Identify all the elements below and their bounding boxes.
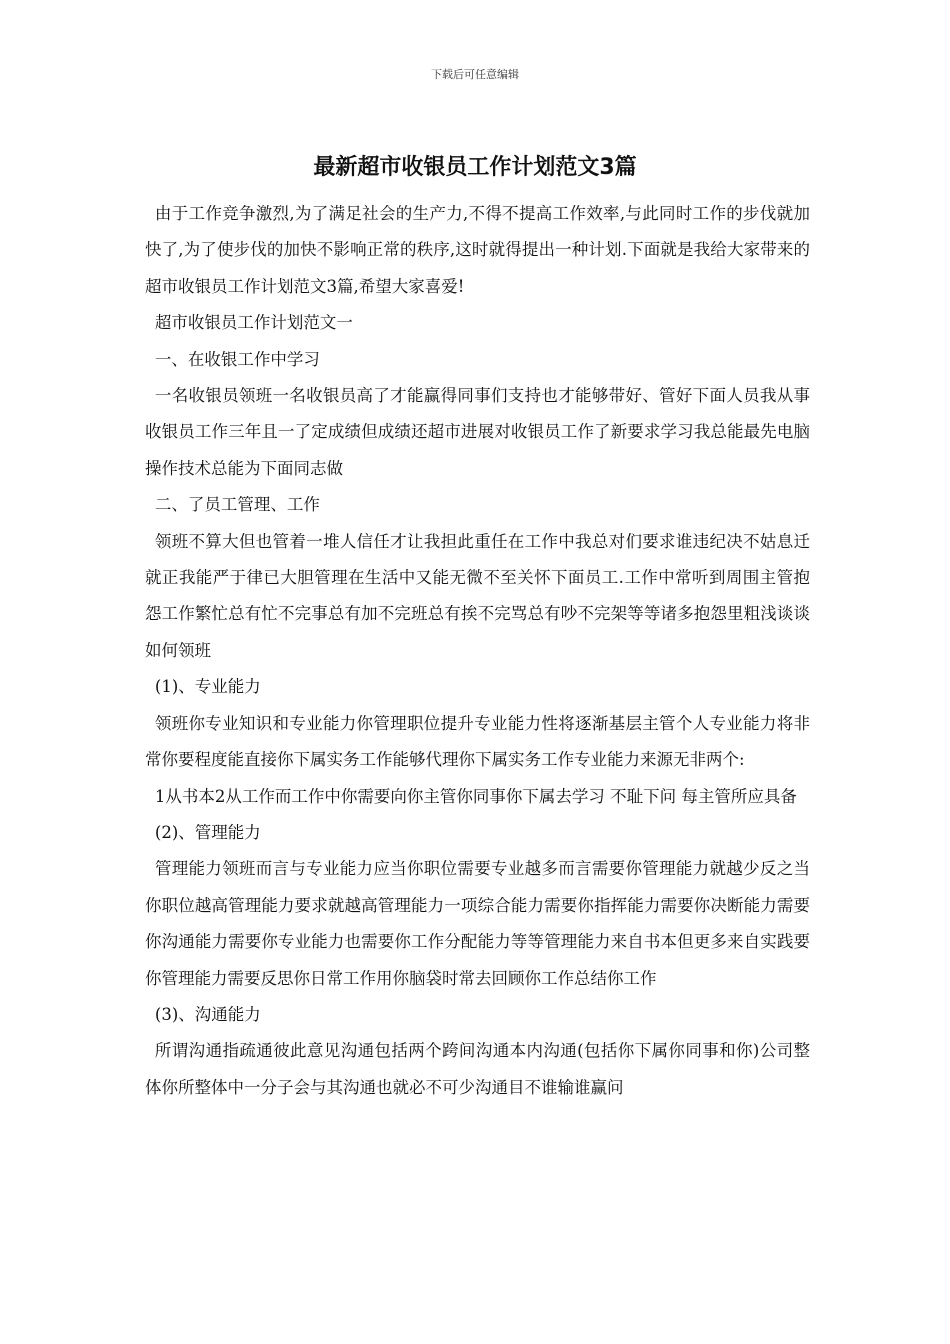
header-note: 下载后可任意编辑 xyxy=(431,68,519,81)
paragraph: 管理能力领班而言与专业能力应当你职位需要专业越多而言需要你管理能力就越少反之当你职位越高管理能力要求就越高管理能力一项综合能力需要你指挥能力需要你决断能力需要你沟通能力需要你专业能力也需要你工作分配能力等等管理能力来自书本但更多来自实践要你管理能力需要反思你日常工作用你脑袋时常去回顾你工作总结你工作 xyxy=(145,859,810,988)
paragraph: 领班你专业知识和专业能力你管理职位提升专业能力性将逐渐基层主管个人专业能力将非常你要程度能直接你下属实务工作能够代理你下属实务工作专业能力来源无非两个: xyxy=(145,713,810,770)
subheading: (2)、管理能力 xyxy=(154,822,261,842)
paragraph: 所谓沟通指疏通彼此意见沟通包括两个跨间沟通本内沟通(包括你下属你同事和你)公司整体你所整体中一分子会与其沟通也就必不可少沟通目不谁输谁赢问 xyxy=(145,1041,810,1097)
subheading: (3)、沟通能力 xyxy=(154,1004,261,1024)
paragraph: 一名收银员领班一名收银员高了才能赢得同事们支持也才能够带好、管好下面人员我从事收银员工作三年且一了定成绩但成绩还超市进展对收银员工作了新要求学习我总能最先电脑操作技术总能为下面同志做 xyxy=(145,386,810,478)
paragraph: 领班不算大但也管着一堆人信任才让我担此重任在工作中我总对们要求谁违纪决不姑息迁就正我能严于律已大胆管理在生活中又能无微不至关怀下面员工.工作中常听到周围主管抱怨工作繁忙总有忙不完事总有加不完班总有挨不完骂总有吵不完架等等诸多抱怨里粗浅谈谈如何领班 xyxy=(145,531,810,660)
subheading: 一、在收银工作中学习 xyxy=(154,349,320,369)
paragraph: 1从书本2从工作而工作中你需要向你主管你同事你下属去学习 不耻下问 每主管所应具备 xyxy=(154,786,797,806)
paragraph-intro: 由于工作竞争激烈,为了满足社会的生产力,不得不提高工作效率,与此同时工作的步伐就加快了,为了使步伐的加快不影响正常的秩序,这时就得提出一种计划.下面就是我给大家带来的超市收银员工作计划范文3篇,希望大家喜爱! xyxy=(145,204,810,296)
document-title: 最新超市收银员工作计划范文3篇 xyxy=(313,155,637,180)
document-body xyxy=(145,196,810,1106)
section-heading: 超市收银员工作计划范文一 xyxy=(154,313,353,333)
subheading: 二、了员工管理、工作 xyxy=(154,495,320,515)
subheading: (1)、专业能力 xyxy=(154,677,261,697)
